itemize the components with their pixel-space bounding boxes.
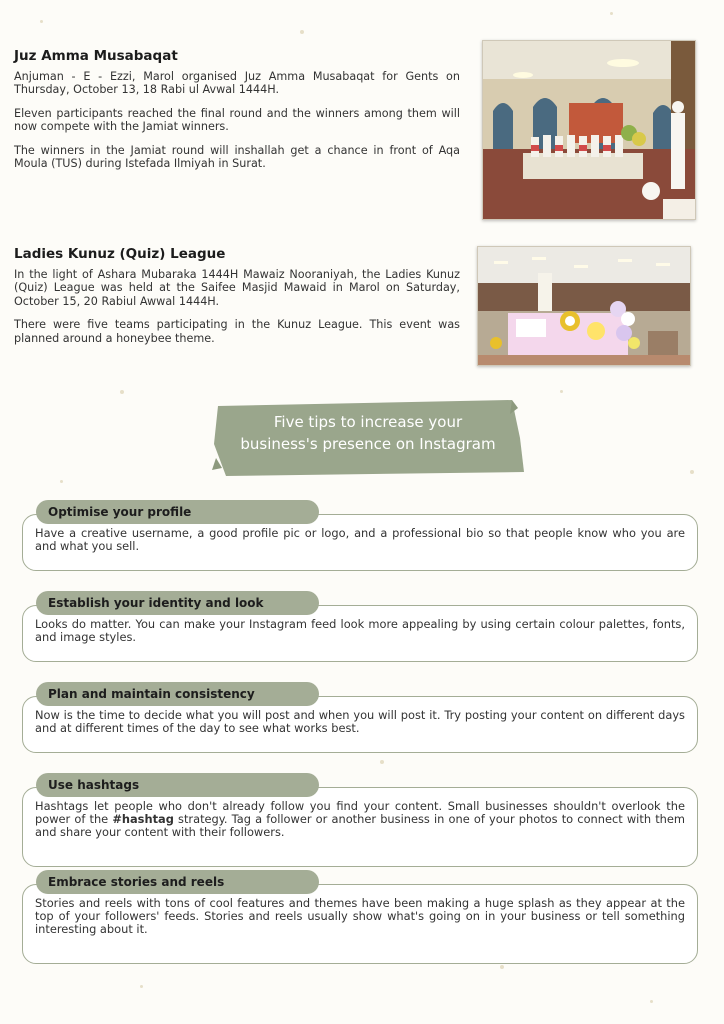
tip-text: Now is the time to decide what you will post and when you will post it. Try posting your content on different days and at different times of the day to see what works best. — [22, 696, 698, 753]
banner-line-2: business's presence on Instagram — [240, 435, 496, 453]
tip-heading: Establish your identity and look — [36, 591, 319, 615]
photo-juz-amma-event — [482, 40, 696, 220]
article-paragraph: There were five teams participating in the Kunuz League. This event was planned around a honeybee theme. — [14, 318, 460, 345]
article-paragraph: Anjuman - E - Ezzi, Marol organised Juz Amma Musabaqat for Gents on Thursday, October 13, 18 Rabi ul Avwal 1444H. — [14, 70, 460, 97]
photo-kunuz-league-event — [477, 246, 691, 366]
article-paragraph: In the light of Ashara Mubaraka 1444H Mawaiz Nooraniyah, the Ladies Kunuz (Quiz) League was held at the Saifee Masjid Mawaid in Marol on Saturday, October 15, 20 Rabiul Awwal 1444H. — [14, 268, 460, 308]
tips-banner — [212, 398, 524, 476]
banner-title — [212, 411, 524, 455]
article-title: Juz Amma Musabaqat — [14, 48, 178, 64]
tip-heading: Plan and maintain consistency — [36, 682, 319, 706]
article-juz-amma — [14, 48, 460, 180]
tip-text: Have a creative username, a good profile pic or logo, and a professional bio so that people know who you are and what you sell. — [22, 514, 698, 571]
tip-text: Looks do matter. You can make your Instagram feed look more appealing by using certain colour palettes, fonts, and image styles. — [22, 605, 698, 662]
article-title: Ladies Kunuz (Quiz) League — [14, 246, 226, 262]
article-paragraph: The winners in the Jamiat round will inshallah get a chance in front of Aqa Moula (TUS) during Istefada Ilmiyah in Surat. — [14, 143, 460, 171]
tip-text: Stories and reels with tons of cool features and themes have been making a huge splash as they appear at the top of your followers' feeds. Stories and reels usually show what's going on in your business or tell something interesting about it. — [22, 884, 698, 964]
tip-heading: Use hashtags — [36, 773, 319, 797]
hashtag-emphasis: #hashtag — [112, 812, 174, 826]
article-paragraph: Eleven participants reached the final round and the winners among them will now compete with the Jamiat winners. — [14, 106, 460, 134]
banner-line-1: Five tips to increase your — [273, 413, 463, 431]
tip-text-part: strategy. Tag a follower or another business in one of your photos to connect with them and share your content with their followers. — [35, 812, 685, 839]
article-kunuz-league — [14, 246, 460, 355]
tip-text — [22, 787, 698, 867]
tip-text-part: Hashtags let people who don't already follow you find your content. Small businesses shouldn't overlook the power of the — [35, 799, 685, 826]
tip-heading: Embrace stories and reels — [36, 870, 319, 894]
tip-heading: Optimise your profile — [36, 500, 319, 524]
